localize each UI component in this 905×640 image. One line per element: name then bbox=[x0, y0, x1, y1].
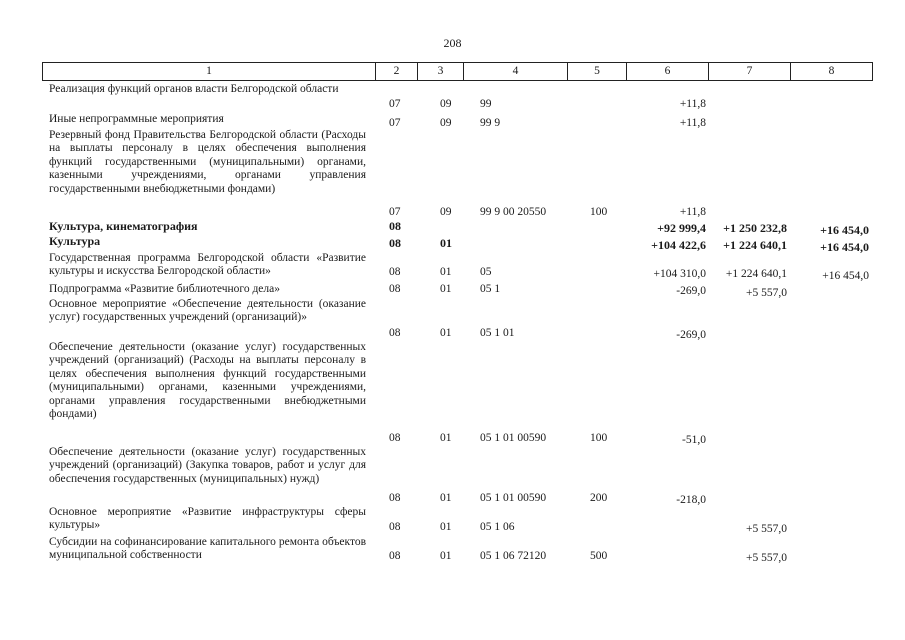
row-section: 08 bbox=[389, 236, 401, 250]
row-section: 07 bbox=[389, 117, 401, 129]
row-description: Государственная программа Белгородской области «Развитие культуры и искусства Белгородской области» bbox=[49, 252, 366, 278]
header-col-1: 1 bbox=[43, 63, 376, 80]
header-col-4: 4 bbox=[464, 63, 568, 80]
row-subsection: 09 bbox=[440, 206, 452, 218]
row-amount-1: -269,0 bbox=[676, 285, 706, 297]
row-amount-2: +1 250 232,8 bbox=[723, 221, 787, 235]
row-amount-3: +16 454,0 bbox=[820, 240, 869, 254]
row-description: Подпрограмма «Развитие библиотечного дела» bbox=[49, 283, 280, 295]
row-description: Резервный фонд Правительства Белгородской области (Расходы на выплаты персоналу в целях обеспечения выполнения функций государственными (муниципальными) органами, казенными учреждениями, органами управления государственными внебюджетными фондами) bbox=[49, 129, 366, 195]
row-section: 08 bbox=[389, 521, 401, 533]
row-amount-2: +5 557,0 bbox=[746, 552, 787, 564]
header-col-7: 7 bbox=[709, 63, 791, 80]
row-section: 08 bbox=[389, 219, 401, 233]
row-expense-type: 100 bbox=[590, 206, 608, 218]
row-amount-1: +104 422,6 bbox=[651, 238, 706, 252]
row-amount-1: +11,8 bbox=[679, 98, 706, 110]
row-description: Основное мероприятие «Развитие инфраструктуры сферы культуры» bbox=[49, 506, 366, 532]
row-target-article: 99 bbox=[480, 98, 492, 110]
row-section: 08 bbox=[389, 266, 401, 278]
row-amount-3: +16 454,0 bbox=[820, 223, 869, 237]
row-subsection: 01 bbox=[440, 492, 452, 504]
row-target-article: 99 9 bbox=[480, 117, 501, 129]
row-amount-2: +1 224 640,1 bbox=[725, 268, 787, 280]
row-amount-1: +11,8 bbox=[679, 206, 706, 218]
row-description: Обеспечение деятельности (оказание услуг) государственных учреждений (организаций) (Расходы на выплаты персоналу в целях обеспечения выполнения функций государственными (муниципальными) органами, казенными учреждениями, органами управления государственными внебюджетными фондами) bbox=[49, 341, 366, 421]
row-amount-2: +5 557,0 bbox=[746, 287, 787, 299]
row-amount-3: +16 454,0 bbox=[822, 270, 869, 282]
row-section: 08 bbox=[389, 550, 401, 562]
header-col-3: 3 bbox=[418, 63, 464, 80]
row-section: 08 bbox=[389, 492, 401, 504]
row-subsection: 01 bbox=[440, 550, 452, 562]
row-subsection: 09 bbox=[440, 117, 452, 129]
row-subsection: 01 bbox=[440, 283, 452, 295]
row-subsection: 01 bbox=[440, 521, 452, 533]
row-target-article: 05 1 06 72120 bbox=[480, 550, 547, 562]
page-number: 208 bbox=[443, 36, 462, 50]
row-description: Иные непрограммные мероприятия bbox=[49, 113, 224, 125]
row-description: Культура bbox=[49, 234, 101, 248]
row-description: Культура, кинематография bbox=[49, 219, 198, 233]
row-target-article: 05 1 bbox=[480, 283, 501, 295]
row-target-article: 99 9 00 20550 bbox=[480, 206, 547, 218]
row-amount-1: -51,0 bbox=[682, 434, 706, 446]
row-subsection: 09 bbox=[440, 98, 452, 110]
row-target-article: 05 1 01 00590 bbox=[480, 492, 547, 504]
row-subsection: 01 bbox=[440, 236, 452, 250]
row-subsection: 01 bbox=[440, 432, 452, 444]
row-expense-type: 500 bbox=[590, 550, 608, 562]
row-amount-1: -269,0 bbox=[676, 329, 706, 341]
header-col-5: 5 bbox=[568, 63, 627, 80]
row-description: Субсидии на софинансирование капитального ремонта объектов муниципальной собственности bbox=[49, 536, 366, 562]
row-expense-type: 100 bbox=[590, 432, 608, 444]
row-target-article: 05 1 01 00590 bbox=[480, 432, 547, 444]
row-section: 08 bbox=[389, 327, 401, 339]
header-col-6: 6 bbox=[627, 63, 709, 80]
row-amount-1: -218,0 bbox=[676, 494, 706, 506]
row-subsection: 01 bbox=[440, 327, 452, 339]
row-target-article: 05 1 01 bbox=[480, 327, 515, 339]
row-section: 07 bbox=[389, 206, 401, 218]
row-description: Обеспечение деятельности (оказание услуг) государственных учреждений (организаций) (Закупка товаров, работ и услуг для обеспечения государственных (муниципальных) нужд) bbox=[49, 446, 366, 485]
header-col-2: 2 bbox=[376, 63, 418, 80]
row-subsection: 01 bbox=[440, 266, 452, 278]
row-section: 08 bbox=[389, 283, 401, 295]
row-amount-2: +5 557,0 bbox=[746, 523, 787, 535]
row-amount-1: +104 310,0 bbox=[653, 268, 706, 280]
row-section: 08 bbox=[389, 432, 401, 444]
row-target-article: 05 bbox=[480, 266, 492, 278]
header-col-8: 8 bbox=[828, 65, 835, 77]
row-target-article: 05 1 06 bbox=[480, 521, 515, 533]
row-description: Реализация функций органов власти Белгородской области bbox=[49, 83, 339, 95]
row-expense-type: 200 bbox=[590, 492, 608, 504]
row-description: Основное мероприятие «Обеспечение деятельности (оказание услуг) государственных учреждений (организаций)» bbox=[49, 298, 366, 324]
row-amount-2: +1 224 640,1 bbox=[723, 238, 787, 252]
row-amount-1: +92 999,4 bbox=[657, 221, 706, 235]
row-section: 07 bbox=[389, 98, 401, 110]
row-amount-1: +11,8 bbox=[679, 117, 706, 129]
